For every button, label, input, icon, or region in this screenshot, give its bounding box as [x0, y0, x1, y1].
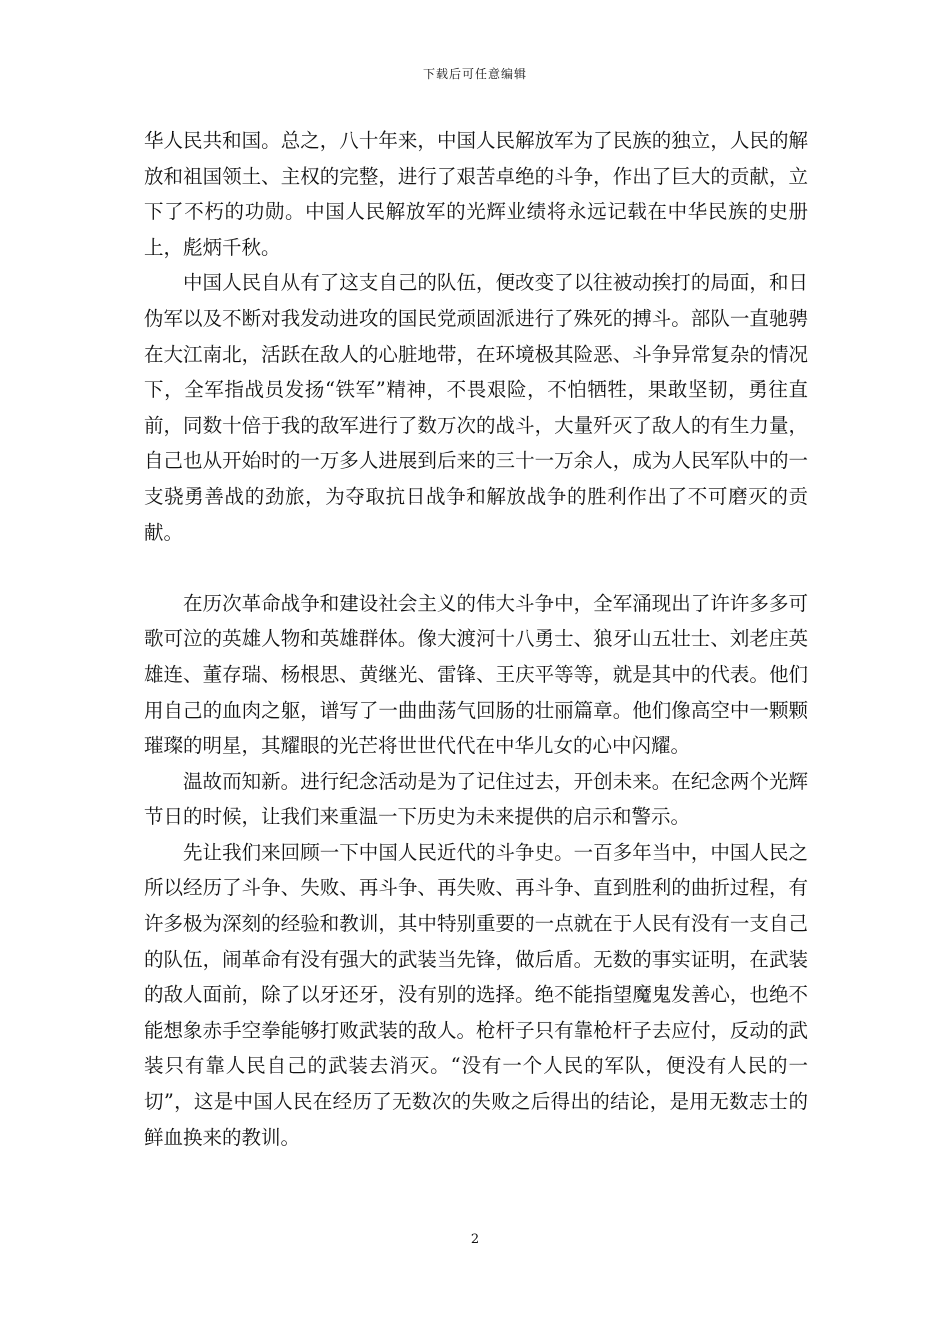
paragraph-5: 先让我们来回顾一下中国人民近代的斗争史。一百多年当中，中国人民之所以经历了斗争、失败、再斗争、再失败、再斗争、直到胜利的曲折过程，有许多极为深刻的经验和教训，其中特别重要的一点就在于人民有没有一支自己的队伍，闹革命有没有强大的武装当先锋，做后盾。无数的事实证明，在武装的敌人面前，除了以牙还牙，没有别的选择。绝不能指望魔鬼发善心，也绝不能想象赤手空拳能够打败武装的敌人。枪杆子只有靠枪杆子去应付，反动的武装只有靠人民自己的武装去消灭。“没有一个人民的军队，便没有人民的一切”，这是中国人民在经历了无数次的失败之后得出的结论，是用无数志士的鲜血换来的教训。 — [144, 840, 808, 1149]
page-number: 2 — [470, 1232, 480, 1247]
paragraph-3: 在历次革命战争和建设社会主义的伟大斗争中，全军涌现出了许许多多可歌可泣的英雄人物和英雄群体。像大渡河十八勇士、狼牙山五壮士、刘老庄英雄连、董存瑞、杨根思、黄继光、雷锋、王庆平等等，就是其中的代表。他们用自己的血肉之躯，谱写了一曲曲荡气回肠的壮丽篇章。他们像高空中一颗颗璀璨的明星，其耀眼的光芒将世世代代在中华儿女的心中闪耀。 — [144, 591, 808, 758]
document-body — [144, 123, 808, 1155]
page-header: 下载后可任意编辑 — [422, 67, 527, 81]
paragraph-2: 中国人民自从有了这支自己的队伍，便改变了以往被动挨打的局面，和日伪军以及不断对我发动进攻的国民党顽固派进行了殊死的搏斗。部队一直驰骋在大江南北，活跃在敌人的心脏地带，在环境极其险恶、斗争异常复杂的情况下，全军指战员发扬“铁军”精神，不畏艰险，不怕牺牲，果敢坚韧，勇往直前，同数十倍于我的敌军进行了数万次的战斗，大量歼灭了敌人的有生力量，自己也从开始时的一万多人进展到后来的三十一万余人，成为人民军队中的一支骁勇善战的劲旅，为夺取抗日战争和解放战争的胜利作出了不可磨灭的贡献。 — [144, 271, 808, 544]
paragraph-4: 温故而知新。进行纪念活动是为了记住过去，开创未来。在纪念两个光辉节日的时候，让我们来重温一下历史为未来提供的启示和警示。 — [144, 769, 808, 829]
paragraph-1: 华人民共和国。总之，八十年来，中国人民解放军为了民族的独立，人民的解放和祖国领土、主权的完整，进行了艰苦卓绝的斗争，作出了巨大的贡献，立下了不朽的功勋。中国人民解放军的光辉业绩将永远记载在中华民族的史册上，彪炳千秋。 — [144, 129, 808, 259]
